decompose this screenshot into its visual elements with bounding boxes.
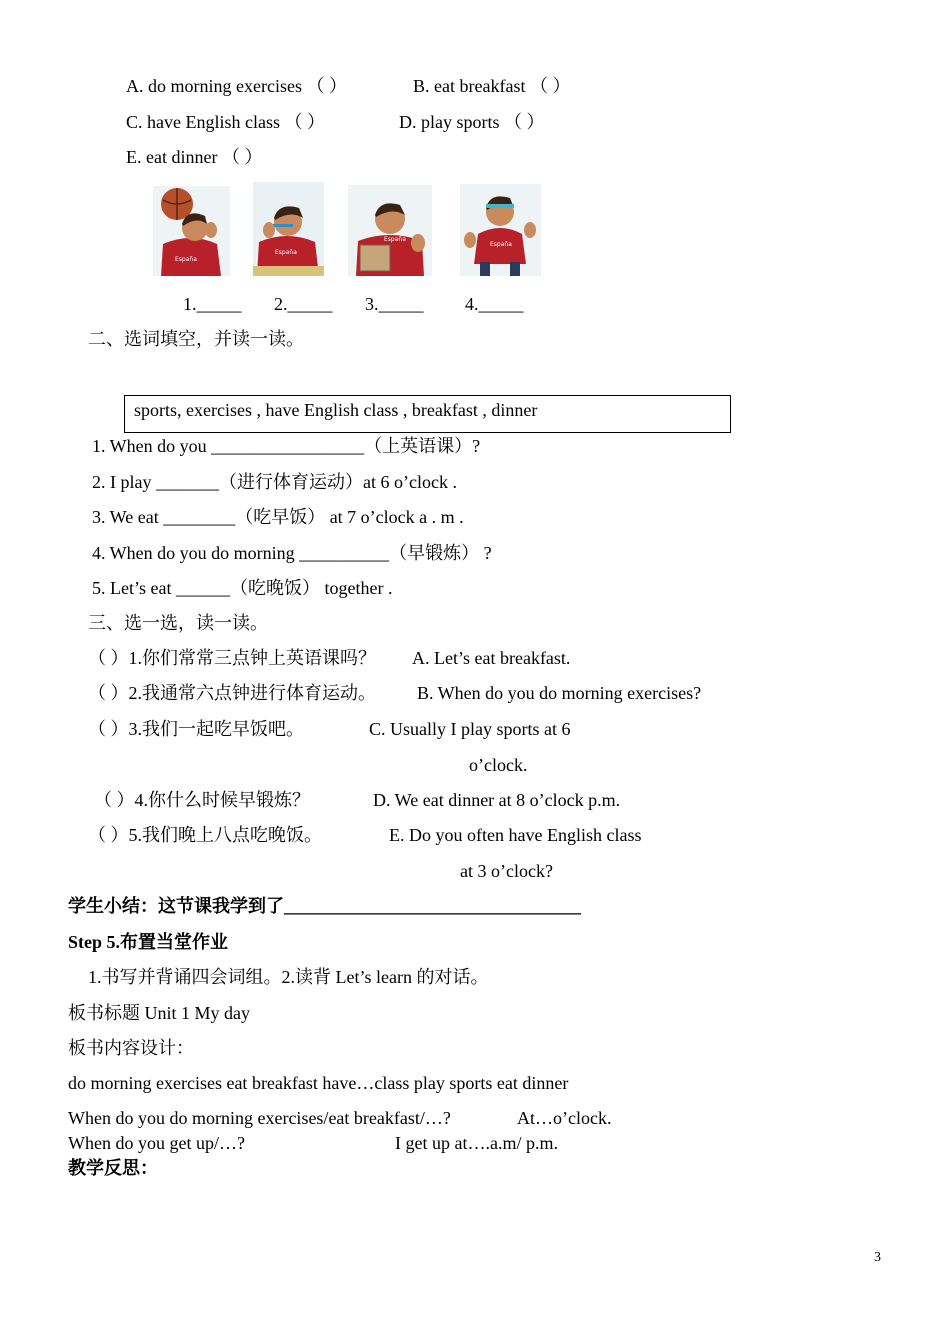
choice-question-2: （ ）2.我通常六点钟进行体育运动。 [88,683,376,703]
boy-basketball-picture [153,186,230,276]
choice-answer-a: A. Let’s eat breakfast. [412,648,571,668]
boy-running-picture [460,184,541,276]
section3-title: 三、选一选，读一读。 [88,613,268,633]
board-question-1: When do you do morning exercises/eat breakfast/…? [68,1108,451,1128]
boy-reading-book-picture [348,185,432,276]
picture-blank-1[interactable]: 1._____ [183,294,242,314]
section2-title: 二、选词填空，并读一读。 [88,329,304,349]
step5-title: Step 5.布置当堂作业 [68,932,229,952]
page-number: 3 [874,1250,881,1265]
choice-question-5: （ ）5.我们晚上八点吃晚饭。 [88,825,322,845]
svg-text:España: España [275,249,297,256]
choice-answer-c-line2: o’clock. [469,755,528,775]
choice-answer-c-line1: C. Usually I play sports at 6 [369,719,571,739]
option-d: D. play sports （ ） [399,112,545,132]
choice-answer-e-line1: E. Do you often have English class [389,825,642,845]
fill-item-3: 3. We eat ________（吃早饭） at 7 o’clock a . m . [92,507,464,527]
choice-question-1: （ ）1.你们常常三点钟上英语课吗？ [88,648,376,668]
svg-text:España: España [490,241,512,248]
board-content-label: 板书内容设计： [68,1038,194,1058]
choice-question-4: （ ）4.你什么时候早锻炼？ [94,790,310,810]
picture-blank-4[interactable]: 4._____ [465,294,524,314]
option-c: C. have English class （ ） [126,112,325,132]
homework-text: 1.书写并背诵四会词组。2.读背 Let’s learn 的对话。 [88,967,489,987]
picture-blank-2[interactable]: 2._____ [274,294,333,314]
fill-item-4: 4. When do you do morning __________（早锻炼） ? [92,543,492,563]
svg-text:España: España [384,236,406,243]
choice-answer-d: D. We eat dinner at 8 o’clock p.m. [373,790,621,810]
choice-question-3: （ ）3.我们一起吃早饭吧。 [88,719,304,739]
student-summary: 学生小结：这节课我学到了_________________________________ [68,896,581,916]
option-e: E. eat dinner （ ） [126,147,263,167]
word-bank-box [124,395,731,433]
fill-item-5: 5. Let’s eat ______（吃晚饭） together . [92,578,393,598]
picture-blank-3[interactable]: 3._____ [365,294,424,314]
boy-brushing-teeth-picture [253,182,324,276]
fill-item-2: 2. I play _______（进行体育运动）at 6 o’clock . [92,472,457,492]
board-title: 板书标题 Unit 1 My day [68,1003,250,1023]
choice-answer-b: B. When do you do morning exercises? [417,683,702,703]
option-a: A. do morning exercises （ ） [126,76,347,96]
board-answer-1: At…o’clock. [517,1108,612,1128]
choice-answer-e-line2: at 3 o’clock? [460,861,553,881]
fill-item-1: 1. When do you _________________（上英语课）? [92,436,481,456]
svg-text:España: España [175,256,197,263]
board-question-2: When do you get up/…? [68,1133,245,1153]
teaching-reflection: 教学反思： [68,1158,158,1178]
word-bank-text: sports, exercises , have English class , breakfast , dinner [134,400,538,420]
board-phrases: do morning exercises eat breakfast have…class play sports eat dinner [68,1073,569,1093]
board-answer-2: I get up at….a.m/ p.m. [395,1133,558,1153]
option-b: B. eat breakfast （ ） [413,76,571,96]
